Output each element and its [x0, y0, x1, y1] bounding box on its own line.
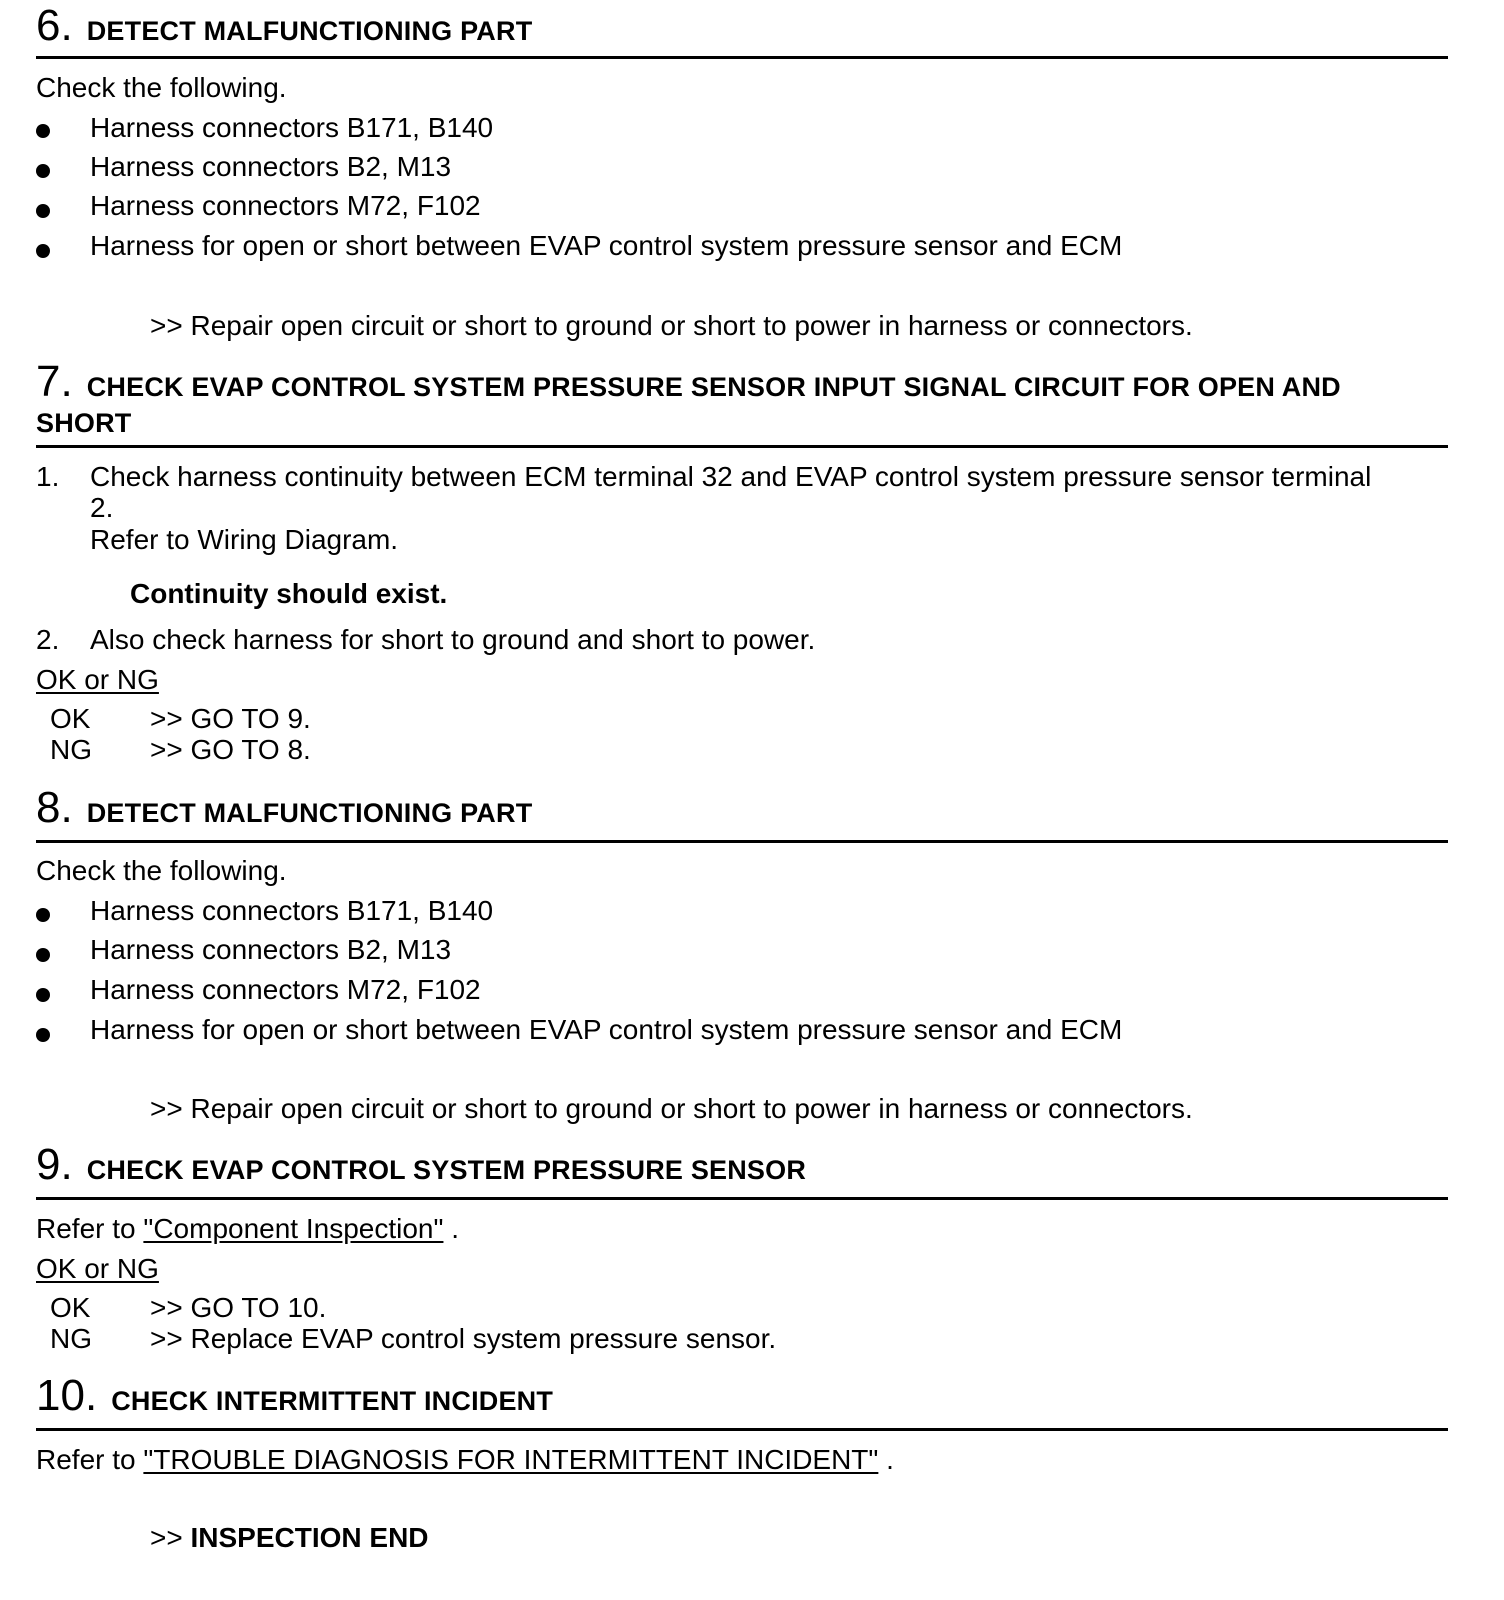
step-number: 10: [36, 1371, 85, 1420]
step-6-heading: 6 . DETECT MALFUNCTIONING PART: [36, 1, 533, 50]
check-intro: Check the following.: [36, 72, 287, 103]
list-item: Harness connectors M72, F102: [90, 190, 481, 221]
bullet-icon: [36, 1028, 50, 1042]
ok-label: OK: [50, 703, 91, 734]
component-inspection-link[interactable]: "Component Inspection": [143, 1213, 444, 1244]
repair-action: >> Repair open circuit or short to ground or short to power in harness or connectors.: [150, 310, 1193, 341]
bullet-icon: [36, 948, 50, 962]
step-title: DETECT MALFUNCTIONING PART: [86, 16, 533, 46]
list-item: Harness connectors B2, M13: [90, 934, 452, 965]
substep-number: 2.: [36, 624, 60, 655]
step-7-heading: 7 . CHECK EVAP CONTROL SYSTEM PRESSURE SENSOR INPUT SIGNAL CIRCUIT FOR OPEN AND: [36, 357, 1341, 406]
reference-line: [36, 1213, 459, 1245]
list-item: Harness for open or short between EVAP control system pressure sensor and ECM: [90, 1014, 1123, 1045]
section-divider: [36, 1428, 1448, 1431]
ng-label: NG: [50, 734, 92, 765]
step-title: CHECK INTERMITTENT INCIDENT: [111, 1386, 554, 1416]
refer-prefix: Refer to: [36, 1444, 144, 1475]
step-number: 6: [36, 1, 61, 50]
step-9-heading: 9 . CHECK EVAP CONTROL SYSTEM PRESSURE SENSOR: [36, 1140, 807, 1189]
substep-text: Also check harness for short to ground and short to power.: [90, 624, 816, 655]
ok-ng-heading: OK or NG: [36, 1253, 159, 1284]
check-intro: Check the following.: [36, 855, 287, 886]
end-prefix: >>: [150, 1522, 191, 1553]
bullet-icon: [36, 244, 50, 258]
step-title-continued: SHORT: [36, 408, 132, 438]
substep-text-continued: 2.: [90, 492, 114, 523]
intermittent-incident-link[interactable]: "TROUBLE DIAGNOSIS FOR INTERMITTENT INCIDENT": [143, 1444, 879, 1475]
reference-line: [36, 1444, 894, 1476]
ng-label: NG: [50, 1323, 92, 1354]
ok-action: >> GO TO 10.: [150, 1292, 327, 1323]
ok-ng-heading: OK or NG: [36, 664, 159, 695]
list-item: Harness connectors B2, M13: [90, 151, 452, 182]
step-title: CHECK EVAP CONTROL SYSTEM PRESSURE SENSOR INPUT SIGNAL CIRCUIT FOR OPEN AND: [86, 372, 1341, 402]
refer-suffix: .: [878, 1444, 894, 1475]
inspection-end: [150, 1522, 429, 1554]
section-divider: [36, 445, 1448, 448]
step-number: 9: [36, 1140, 61, 1189]
specification: Continuity should exist.: [130, 578, 448, 609]
section-divider: [36, 56, 1448, 59]
section-divider: [36, 840, 1448, 843]
refer-prefix: Refer to: [36, 1213, 144, 1244]
step-title: DETECT MALFUNCTIONING PART: [86, 798, 533, 828]
ng-action: >> Replace EVAP control system pressure sensor.: [150, 1323, 777, 1354]
bullet-icon: [36, 908, 50, 922]
bullet-icon: [36, 988, 50, 1002]
list-item: Harness connectors B171, B140: [90, 895, 494, 926]
step-10-heading: 10 . CHECK INTERMITTENT INCIDENT: [36, 1371, 554, 1420]
section-divider: [36, 1197, 1448, 1200]
bullet-icon: [36, 124, 50, 138]
list-item: Harness connectors B171, B140: [90, 112, 494, 143]
substep-number: 1.: [36, 461, 60, 492]
ok-label: OK: [50, 1292, 91, 1323]
ok-action: >> GO TO 9.: [150, 703, 311, 734]
substep-text: Check harness continuity between ECM terminal 32 and EVAP control system pressure sensor terminal: [90, 461, 1372, 492]
step-number: 7: [36, 357, 61, 406]
step-8-heading: 8 . DETECT MALFUNCTIONING PART: [36, 783, 533, 832]
list-item: Harness connectors M72, F102: [90, 974, 481, 1005]
bullet-icon: [36, 204, 50, 218]
ng-action: >> GO TO 8.: [150, 734, 311, 765]
substep-reference: Refer to Wiring Diagram.: [90, 524, 399, 555]
bullet-icon: [36, 164, 50, 178]
step-number: 8: [36, 783, 61, 832]
repair-action: >> Repair open circuit or short to ground or short to power in harness or connectors.: [150, 1093, 1193, 1124]
refer-suffix: .: [443, 1213, 460, 1244]
step-title: CHECK EVAP CONTROL SYSTEM PRESSURE SENSOR: [86, 1155, 807, 1185]
list-item: Harness for open or short between EVAP control system pressure sensor and ECM: [90, 230, 1123, 261]
end-label: INSPECTION END: [190, 1522, 429, 1553]
